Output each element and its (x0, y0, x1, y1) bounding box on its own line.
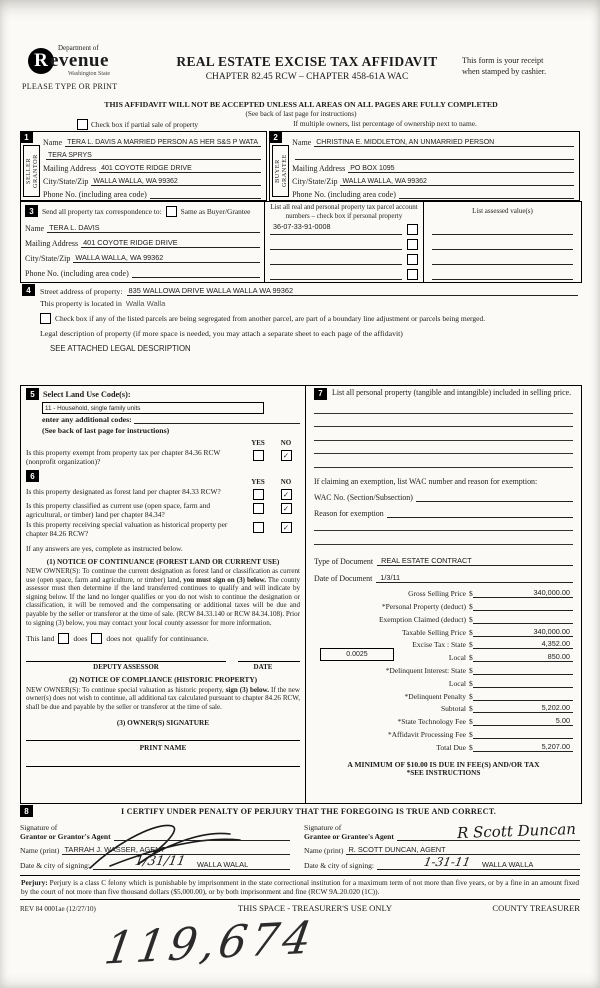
grantee-signature-line[interactable] (397, 819, 580, 843)
grantee-date-handwritten: 1-31-11 (422, 855, 472, 869)
deputy-assessor-label: DEPUTY ASSESSOR (93, 663, 159, 672)
current-use-question: Is this property classified as current use (open space, farm and agricultural, or timber) land per chapter 84.34? (26, 501, 211, 519)
seller-name-field[interactable]: TERA L. DAVIS A MARRIED PERSON AS HER S&S P WATA (65, 137, 261, 147)
delinquent-interest-local-field[interactable] (473, 678, 573, 688)
exemption-deduct-field[interactable] (473, 614, 573, 624)
seller-city-label: City/State/Zip (43, 177, 89, 186)
corr-mailing-field[interactable]: 401 COYOTE RIDGE DRIVE (81, 238, 260, 248)
same-as-buyer-checkbox[interactable] (166, 206, 177, 217)
qualify-label: qualify for continuance. (135, 634, 209, 644)
parcel-personal-checkbox-3[interactable] (407, 254, 418, 265)
buyer-city-field[interactable]: WALLA WALLA, WA 99362 (340, 176, 574, 186)
partial-sale-label: Check box if partial sale of property (91, 120, 199, 129)
grantor-name-print-label: Name (print) (20, 846, 60, 855)
grantee-name-print-field[interactable]: R. SCOTT DUNCAN, AGENT (346, 845, 580, 855)
wac-field[interactable] (416, 501, 573, 502)
assessed-value-field-3[interactable] (432, 264, 573, 265)
total-due-label: Total Due (436, 742, 466, 752)
doc-type-label: Type of Document (314, 556, 374, 566)
parcel-number-field-1[interactable]: 36-07-33-91-0008 (270, 216, 402, 235)
county-treasurer-label: COUNTY TREASURER (492, 903, 580, 913)
grantor-date-handwritten: 1/31/11 (133, 854, 187, 869)
reason-field[interactable] (387, 517, 573, 518)
seller-mailing-field[interactable]: 401 COYOTE RIDGE DRIVE (99, 163, 261, 173)
land-use-title: Select Land Use Code(s): (43, 389, 131, 399)
parcel-number-field-3[interactable] (270, 264, 402, 265)
partial-sale-checkbox[interactable] (77, 119, 88, 130)
land-use-code-input[interactable]: 11 - Household, single family units (42, 402, 264, 414)
doc-date-label: Date of Document (314, 573, 373, 583)
notice-continuance-body: NEW OWNER(S): To continue the current designation as forest land or classification as current use (open space, farm and agriculture, or timber) land, you must sign on (3) below. The county assessor must then determine if the land transferred continues to qualify and will indicate by signing below. If the land no longer qualifies or you do not wish to continue the designation or classification, it will be removed and the compensating or additional taxes will be due and payable by the seller or transferor at the time of sale. (RCW 84.33.140 or RCW 84.34.108). Prior to signing (3) below, you may contact your local county assessor for more information. (26, 567, 301, 627)
print-name-title: PRINT NAME (139, 743, 187, 752)
minimum-fee-note: A MINIMUM OF $10.00 IS DUE IN FEE(S) AND/OR TAX (347, 759, 540, 769)
personal-property-label: List all personal property (tangible and intangible) included in selling price. (332, 388, 572, 397)
form-title: REAL ESTATE EXCISE TAX AFFIDAVIT (176, 54, 438, 69)
street-address-label: Street address of property: (40, 287, 123, 296)
assessed-value-field-1[interactable] (432, 234, 573, 235)
segregated-checkbox[interactable] (40, 313, 51, 324)
additional-codes-label: enter any additional codes: (42, 415, 132, 424)
send-correspondence-label: Send all property tax correspondence to: (42, 206, 162, 216)
land-does-not-checkbox[interactable] (91, 633, 102, 644)
grantee-signature-script: R Scott Duncan (456, 819, 577, 843)
forest-yes-checkbox[interactable] (253, 489, 264, 500)
certify-statement: I CERTIFY UNDER PENALTY OF PERJURY THAT THE FOREGOING IS TRUE AND CORRECT. (120, 806, 497, 816)
grantor-city-value: WALLA WALAL (196, 860, 249, 869)
forest-no-checkbox[interactable]: ✓ (281, 489, 292, 500)
tax-correspondence-section (20, 201, 582, 283)
no-header-2: NO (280, 478, 292, 487)
corr-phone-field[interactable] (132, 277, 260, 278)
delinquent-interest-state-field[interactable] (473, 665, 573, 675)
section6-number: 6 (26, 470, 39, 482)
if-yes-note: If any answers are yes, complete as instructed below. (26, 543, 183, 553)
handwritten-number: 119,674 (101, 912, 319, 975)
see-back-instructions: (See back of last page for instructions) (42, 426, 170, 435)
grantee-sig-label2: Grantee or Grantee's Agent (304, 832, 394, 841)
processing-fee-field[interactable] (473, 729, 573, 739)
grantor-sig-label1: Signature of (20, 823, 58, 832)
grantor-sig-label2: Grantor or Grantor's Agent (20, 832, 111, 841)
doc-date-field[interactable]: 1/3/11 (376, 573, 573, 583)
land-does-checkbox[interactable] (58, 633, 69, 644)
seller-phone-label: Phone No. (including area code) (43, 190, 147, 199)
assessed-values-header: List assessed value(s) (472, 207, 533, 215)
completion-warning: THIS AFFIDAVIT WILL NOT BE ACCEPTED UNLESS ALL AREAS ON ALL PAGES ARE FULLY COMPLETED (104, 100, 498, 109)
exempt-yes-checkbox[interactable] (253, 450, 264, 461)
corr-city-field[interactable]: WALLA WALLA, WA 99362 (73, 253, 260, 263)
currentuse-yes-checkbox[interactable] (253, 503, 264, 514)
dept-of-revenue-logo (22, 42, 152, 94)
corr-name-label: Name (25, 224, 45, 233)
buyer-name2-field[interactable] (295, 159, 574, 160)
taxable-price-label: Taxable Selling Price (401, 627, 466, 637)
historic-no-checkbox[interactable]: ✓ (281, 522, 292, 533)
date-label: DATE (253, 663, 273, 672)
section8-number: 8 (20, 805, 33, 817)
perjury-notice: Perjury: Perjury is a class C felony which is punishable by imprisonment in the state correctional institution for a maximum term of not more than five years, or by a fine in an amount fixed by the court of not more than five thousand dollars ($5,000.00), or by both imprisonment and fine (RCW 9A.20.020 (1C)). (20, 875, 580, 900)
legal-description-label: Legal description of property (if more space is needed, you may attach a separate sheet to each page of the affidavit) (40, 329, 403, 338)
delinquent-penalty-label: *Delinquent Penalty (404, 691, 466, 701)
print-name-line[interactable] (26, 755, 300, 767)
buyer-mailing-label: Mailing Address (292, 164, 346, 173)
certification-section (20, 802, 580, 900)
wac-label: WAC No. (Section/Subsection) (314, 492, 413, 502)
receipt-note-line1: This form is your receipt (462, 56, 544, 65)
reason-label: Reason for exemption (314, 508, 384, 518)
personal-property-line-2[interactable] (314, 414, 573, 428)
seller-mailing-label: Mailing Address (43, 164, 97, 173)
personal-deduct-label: *Personal Property (deduct) (381, 602, 466, 612)
land-use-column (21, 386, 306, 803)
buyer-grantee-side-label: BUYER GRANTEE (272, 145, 289, 197)
forest-land-question: Is this property designated as forest land per chapter 84.33 RCW? (26, 487, 221, 497)
grantee-sig-label1: Signature of (304, 823, 342, 832)
delinquent-penalty-field[interactable] (473, 691, 573, 701)
property-address-section (22, 284, 578, 353)
notice-continuance-title: (1) NOTICE OF CONTINUANCE (FOREST LAND OR CURRENT USE) (46, 556, 280, 566)
street-address-field[interactable]: 835 WALLOWA DRIVE WALLA WALLA WA 99362 (127, 286, 579, 296)
parcel-number-field-4[interactable] (270, 279, 402, 280)
gross-price-label: Gross Selling Price (408, 589, 466, 599)
deputy-date-line[interactable] (238, 653, 300, 662)
treasurer-use-only: THIS SPACE - TREASURER'S USE ONLY (237, 903, 393, 913)
located-in-value[interactable]: Walla Walla (125, 299, 166, 308)
yes-header-2: YES (251, 478, 265, 487)
grantee-name-print-label: Name (print) (304, 846, 344, 855)
owners-signature-line[interactable] (26, 729, 300, 741)
seller-name-label: Name (43, 138, 63, 147)
see-instructions-note: *SEE INSTRUCTIONS (406, 768, 481, 777)
additional-codes-field[interactable] (134, 423, 300, 424)
segregated-label: Check box if any of the listed parcels are being segregated from another parcel, are part of a boundary line adjustment or parcels being merged. (55, 314, 486, 323)
deputy-assessor-signature-line[interactable] (26, 653, 226, 662)
reason-line-3[interactable] (314, 531, 573, 545)
fee-table: Gross Selling Price $ 340,000.00 *Personal Property (deduct) $ Exemption Claimed (deduct) $ Taxable Selling Price $ 340,000.00 Excise Tax : State $ 4,352.00 0.0025 Local $ 850.00 *Delinquent Interest: State $ Local $ *Delinquent Penalty $ Subtotal $ 5,202.00 *State Technology Fee $ 5.00 *Affidavit Processing Fee $ Total Due $ 5,207.00 (314, 586, 573, 752)
grantor-date-label: Date & city of signing: (20, 861, 91, 870)
grantor-signature-line[interactable] (114, 830, 290, 841)
seller-phone-field[interactable] (150, 198, 261, 199)
form-revision-number: REV 84 0001ae (12/27/10) (20, 905, 96, 913)
grantor-name-print-field[interactable]: TARRAH J. WASSER, AGENT (62, 845, 290, 855)
section3-number: 3 (25, 205, 38, 217)
multiple-owners-note: If multiple owners, list percentage of ownership next to name. (293, 119, 477, 128)
parcel-numbers-header: List all real and personal property tax parcel account numbers – check box if personal property (270, 203, 418, 220)
excise-state-field[interactable]: 4,352.00 (473, 639, 573, 649)
logo-washington-state: Washington State (68, 71, 111, 77)
seller-section (20, 131, 267, 201)
exemption-header: If claiming an exemption, list WAC number and reason for exemption: (314, 476, 538, 486)
seller-name2-field[interactable]: TERA SPRYS (46, 150, 261, 160)
notice-compliance-body: NEW OWNER(S): To continue special valuation as historic property, sign (3) below. If the new owner(s) does not wish to continue, all additional tax calculated pursuant to chapter 84.26 RCW, shall be due and payable by the seller or transferor at the time of sale. (26, 685, 301, 711)
tech-fee-label: *State Technology Fee (397, 717, 466, 727)
personal-property-line-5[interactable] (314, 454, 573, 468)
seller-grantor-side-label: SELLER GRANTOR (23, 145, 40, 197)
seller-city-field[interactable]: WALLA WALLA, WA 99362 (91, 176, 261, 186)
legal-description-value[interactable]: SEE ATTACHED LEGAL DESCRIPTION (50, 344, 191, 353)
corr-mailing-label: Mailing Address (25, 239, 79, 248)
owners-signature-title: (3) OWNER(S) SIGNATURE (116, 717, 210, 727)
subtotal-label: Subtotal (440, 704, 466, 714)
receipt-note-line2: when stamped by cashier. (462, 67, 547, 76)
tech-fee-field[interactable]: 5.00 (473, 716, 573, 726)
total-due-field[interactable]: 5,207.00 (473, 742, 573, 752)
assessed-value-field-4[interactable] (432, 279, 573, 280)
form-subtitle: CHAPTER 82.45 RCW – CHAPTER 458-61A WAC (205, 72, 409, 82)
parcel-number-field-2[interactable] (270, 249, 402, 250)
please-type-or-print: PLEASE TYPE OR PRINT (22, 82, 118, 91)
gross-price-field[interactable]: 340,000.00 (473, 588, 573, 598)
does-not-label: does not (106, 634, 132, 644)
excise-local-field[interactable]: 850.00 (473, 652, 573, 662)
personal-property-line-4[interactable] (314, 441, 573, 455)
revenue-logo-icon: R (28, 48, 54, 74)
logo-revenue-text: evenue (50, 50, 109, 71)
section2-number: 2 (269, 131, 282, 143)
doc-type-field[interactable]: REAL ESTATE CONTRACT (377, 556, 573, 566)
tax-computation-column (306, 386, 581, 803)
this-land-label: This land (26, 634, 55, 644)
yes-header: YES (251, 439, 265, 447)
section7-number: 7 (314, 388, 327, 400)
grantee-date-label: Date & city of signing: (304, 861, 375, 870)
personal-deduct-field[interactable] (473, 601, 573, 611)
processing-fee-label: *Affidavit Processing Fee (387, 730, 466, 740)
parcel-personal-checkbox-4[interactable] (407, 269, 418, 280)
personal-property-line-3[interactable] (314, 427, 573, 441)
corr-name-field[interactable]: TERA L. DAVIS (47, 223, 260, 233)
assessed-value-field-2[interactable] (432, 249, 573, 250)
section5-number: 5 (26, 388, 39, 400)
does-label: does (73, 634, 88, 644)
buyer-phone-field[interactable] (399, 198, 574, 199)
local-rate-box[interactable]: 0.0025 (320, 648, 394, 661)
grantee-date-field[interactable] (377, 855, 580, 870)
excise-state-label: Excise Tax : State (412, 640, 466, 650)
taxable-price-field[interactable]: 340,000.00 (473, 627, 573, 637)
buyer-name-field[interactable]: CHRISTINA E. MIDDLETON, AN UNMARRIED PERSON (314, 137, 574, 147)
logo-department-of: Department of (58, 44, 99, 52)
no-header: NO (280, 439, 292, 447)
excise-local-label: Local (448, 653, 466, 663)
receipt-note (462, 42, 580, 94)
historic-yes-checkbox[interactable] (253, 522, 264, 533)
reason-line-2[interactable] (314, 518, 573, 532)
subtotal-field[interactable]: 5,202.00 (473, 703, 573, 713)
exemption-deduct-label: Exemption Claimed (deduct) (378, 614, 466, 624)
form-header (22, 42, 580, 94)
corr-city-label: City/State/Zip (25, 254, 71, 263)
delinquent-interest-state-label: *Delinquent Interest: State (385, 666, 466, 676)
parcel-personal-checkbox-1[interactable] (407, 224, 418, 235)
historic-question: Is this property receiving special valuation as historical property per chapter 84.26 RCW? (26, 520, 228, 538)
exempt-question: Is this property exempt from property tax per chapter 84.36 RCW (nonprofit organization)? (26, 448, 221, 466)
grantee-city-value: WALLA WALLA (482, 860, 534, 869)
section1-number: 1 (20, 131, 33, 143)
delinquent-interest-local-label: Local (448, 678, 466, 688)
section4-number: 4 (22, 284, 35, 296)
buyer-mailing-field[interactable]: PO BOX 1095 (348, 163, 574, 173)
exempt-no-checkbox[interactable]: ✓ (281, 450, 292, 461)
see-back-note: (See back of last page for instructions) (245, 110, 357, 118)
buyer-phone-label: Phone No. (including area code) (292, 190, 396, 199)
corr-phone-label: Phone No. (including area code) (25, 269, 129, 278)
same-as-buyer-label: Same as Buyer/Grantee (180, 206, 251, 216)
form-footer (20, 903, 580, 913)
buyer-name-label: Name (292, 138, 312, 147)
notice-compliance-title: (2) NOTICE OF COMPLIANCE (HISTORIC PROPERTY) (68, 675, 258, 685)
parcel-personal-checkbox-2[interactable] (407, 239, 418, 250)
buyer-section (269, 131, 580, 201)
currentuse-no-checkbox[interactable]: ✓ (281, 503, 292, 514)
located-in-label: This property is located in (40, 299, 122, 308)
buyer-city-label: City/State/Zip (292, 177, 338, 186)
personal-property-line-1[interactable] (314, 400, 573, 414)
